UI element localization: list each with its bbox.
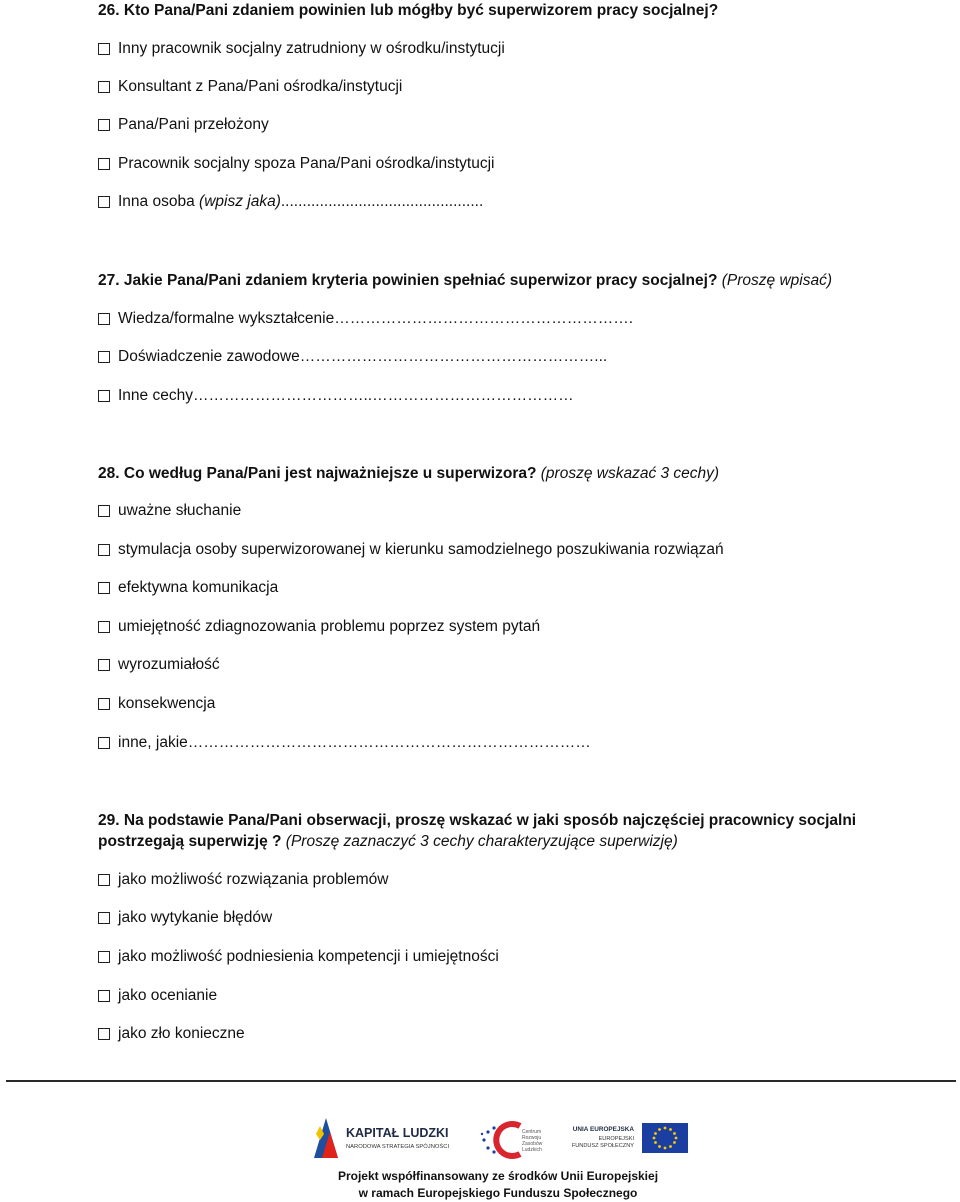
q28-option-6[interactable]: [98, 694, 215, 714]
question-28-number: 28.: [98, 465, 120, 482]
q29-option-2[interactable]: [98, 908, 272, 928]
eu-line-3: FUNDUSZ SPOŁECZNY: [571, 1143, 634, 1149]
checkbox[interactable]: [98, 351, 110, 363]
option-label: stymulacja osoby superwizorowanej w kierunku samodzielnego poszukiwania rozwiązań: [118, 541, 724, 558]
checkbox[interactable]: [98, 119, 110, 131]
write-in-field[interactable]: ……………………………………………………………………: [187, 734, 591, 751]
option-label: Inne cechy: [118, 387, 193, 404]
q27-option-1[interactable]: [98, 309, 633, 329]
write-in-field[interactable]: ...............................................: [280, 193, 484, 210]
crzl-line-3: Zasobów: [522, 1141, 543, 1147]
crzl-line-2: Rozwoju: [522, 1135, 542, 1141]
question-26-number: 26.: [98, 2, 120, 19]
checkbox[interactable]: [98, 43, 110, 55]
eu-line-2: EUROPEJSKI: [598, 1136, 634, 1142]
question-29-number: 29.: [98, 812, 120, 829]
option-label: jako możliwość podniesienia kompetencji i umiejętności: [118, 948, 499, 965]
q28-option-7[interactable]: [98, 733, 591, 753]
q26-option-2[interactable]: [98, 77, 402, 97]
question-27-title: Jakie Pana/Pani zdaniem kryteria powinien spełniać superwizor pracy socjalnej?: [123, 272, 718, 289]
eu-logo: [570, 1120, 690, 1156]
option-label: Pracownik socjalny spoza Pana/Pani ośrodka/instytucji: [118, 155, 495, 172]
checkbox[interactable]: [98, 81, 110, 93]
write-in-field[interactable]: ……………………………..…………………………………: [192, 387, 574, 404]
question-28: [98, 463, 719, 484]
q27-option-2[interactable]: [98, 347, 607, 367]
option-label: jako możliwość rozwiązania problemów: [118, 871, 389, 888]
option-label: jako zło konieczne: [118, 1025, 245, 1042]
checkbox[interactable]: [98, 874, 110, 886]
eu-line-1: UNIA EUROPEJSKA: [572, 1126, 634, 1133]
question-28-title: Co według Pana/Pani jest najważniejsze u superwizora?: [123, 465, 537, 482]
question-27-number: 27.: [98, 272, 120, 289]
question-29-title: Na podstawie Pana/Pani obserwacji, proszę wskazać w jaki sposób najczęściej pracownicy socjalni postrzegają superwizję ?: [98, 812, 857, 850]
kapital-ludzki-logo: [312, 1110, 462, 1160]
checkbox[interactable]: [98, 390, 110, 402]
checkbox[interactable]: [98, 582, 110, 594]
q27-option-3[interactable]: [98, 386, 574, 406]
checkbox[interactable]: [98, 505, 110, 517]
question-27: [98, 270, 832, 291]
crzl-emblem-icon: [478, 1120, 548, 1160]
q29-option-5[interactable]: [98, 1024, 245, 1044]
checkbox[interactable]: [98, 313, 110, 325]
q28-option-4[interactable]: [98, 617, 540, 637]
q28-option-3[interactable]: [98, 578, 278, 598]
checkbox[interactable]: [98, 621, 110, 633]
option-label: Inny pracownik socjalny zatrudniony w ośrodku/instytucji: [118, 40, 505, 57]
checkbox[interactable]: [98, 737, 110, 749]
crzl-line-1: Centrum: [522, 1129, 542, 1135]
write-in-field[interactable]: ………………………………………………….: [334, 310, 634, 327]
kl-title: KAPITAŁ LUDZKI: [346, 1126, 449, 1140]
q26-option-4[interactable]: [98, 154, 495, 174]
checkbox[interactable]: [98, 698, 110, 710]
q26-option-5[interactable]: [98, 192, 483, 212]
footer-divider: [6, 1080, 956, 1082]
question-26-title: Kto Pana/Pani zdaniem powinien lub mógłby być superwizorem pracy socjalnej?: [123, 2, 719, 19]
q29-option-3[interactable]: [98, 947, 499, 967]
checkbox[interactable]: [98, 951, 110, 963]
q28-option-1[interactable]: [98, 501, 241, 521]
write-in-field[interactable]: …………………………………………………...: [299, 348, 608, 365]
option-label: Inna osoba: [118, 193, 195, 210]
checkbox[interactable]: [98, 544, 110, 556]
option-label: jako ocenianie: [118, 987, 218, 1004]
question-28-note: (proszę wskazać 3 cechy): [540, 465, 720, 482]
checkbox[interactable]: [98, 158, 110, 170]
eu-flag-icon: [570, 1120, 690, 1156]
option-label: inne, jakie: [118, 734, 188, 751]
question-26: [98, 0, 718, 21]
option-label: umiejętność zdiagnozowania problemu poprzez system pytań: [118, 618, 541, 635]
option-label: Pana/Pani przełożony: [118, 116, 269, 133]
option-label: Konsultant z Pana/Pani ośrodka/instytucji: [118, 78, 403, 95]
q26-option-1[interactable]: [98, 39, 505, 59]
q26-option-3[interactable]: [98, 115, 269, 135]
option-label: konsekwencja: [118, 695, 216, 712]
option-label: jako wytykanie błędów: [118, 909, 273, 926]
question-27-note: (Proszę wpisać): [721, 272, 832, 289]
option-label: efektywna komunikacja: [118, 579, 279, 596]
option-label: Doświadczenie zawodowe: [118, 348, 300, 365]
q29-option-4[interactable]: [98, 986, 217, 1006]
footer-cofinance-line-2: w ramach Europejskiego Funduszu Społecznego: [358, 1186, 638, 1200]
crzl-line-4: Ludzkich: [522, 1147, 542, 1153]
kl-subtitle: NARODOWA STRATEGIA SPÓJNOŚCI: [346, 1144, 450, 1150]
option-label: uważne słuchanie: [118, 502, 242, 519]
option-label: Wiedza/formalne wykształcenie: [118, 310, 335, 327]
q28-option-5[interactable]: [98, 655, 220, 675]
checkbox[interactable]: [98, 659, 110, 671]
footer-cofinance-line-1: Projekt współfinansowany ze środków Unii Europejskiej: [337, 1169, 659, 1183]
question-29-note: (Proszę zaznaczyć 3 cechy charakteryzujące superwizję): [285, 833, 678, 850]
q28-option-2[interactable]: [98, 540, 724, 560]
checkbox[interactable]: [98, 1028, 110, 1040]
q29-option-1[interactable]: [98, 870, 389, 890]
option-hint: (wpisz jaka): [199, 193, 281, 210]
checkbox[interactable]: [98, 196, 110, 208]
checkbox[interactable]: [98, 912, 110, 924]
kapital-ludzki-emblem-icon: [312, 1110, 462, 1160]
checkbox[interactable]: [98, 990, 110, 1002]
option-label: wyrozumiałość: [118, 656, 220, 673]
question-29: [98, 810, 888, 852]
crzl-logo: [478, 1120, 548, 1160]
